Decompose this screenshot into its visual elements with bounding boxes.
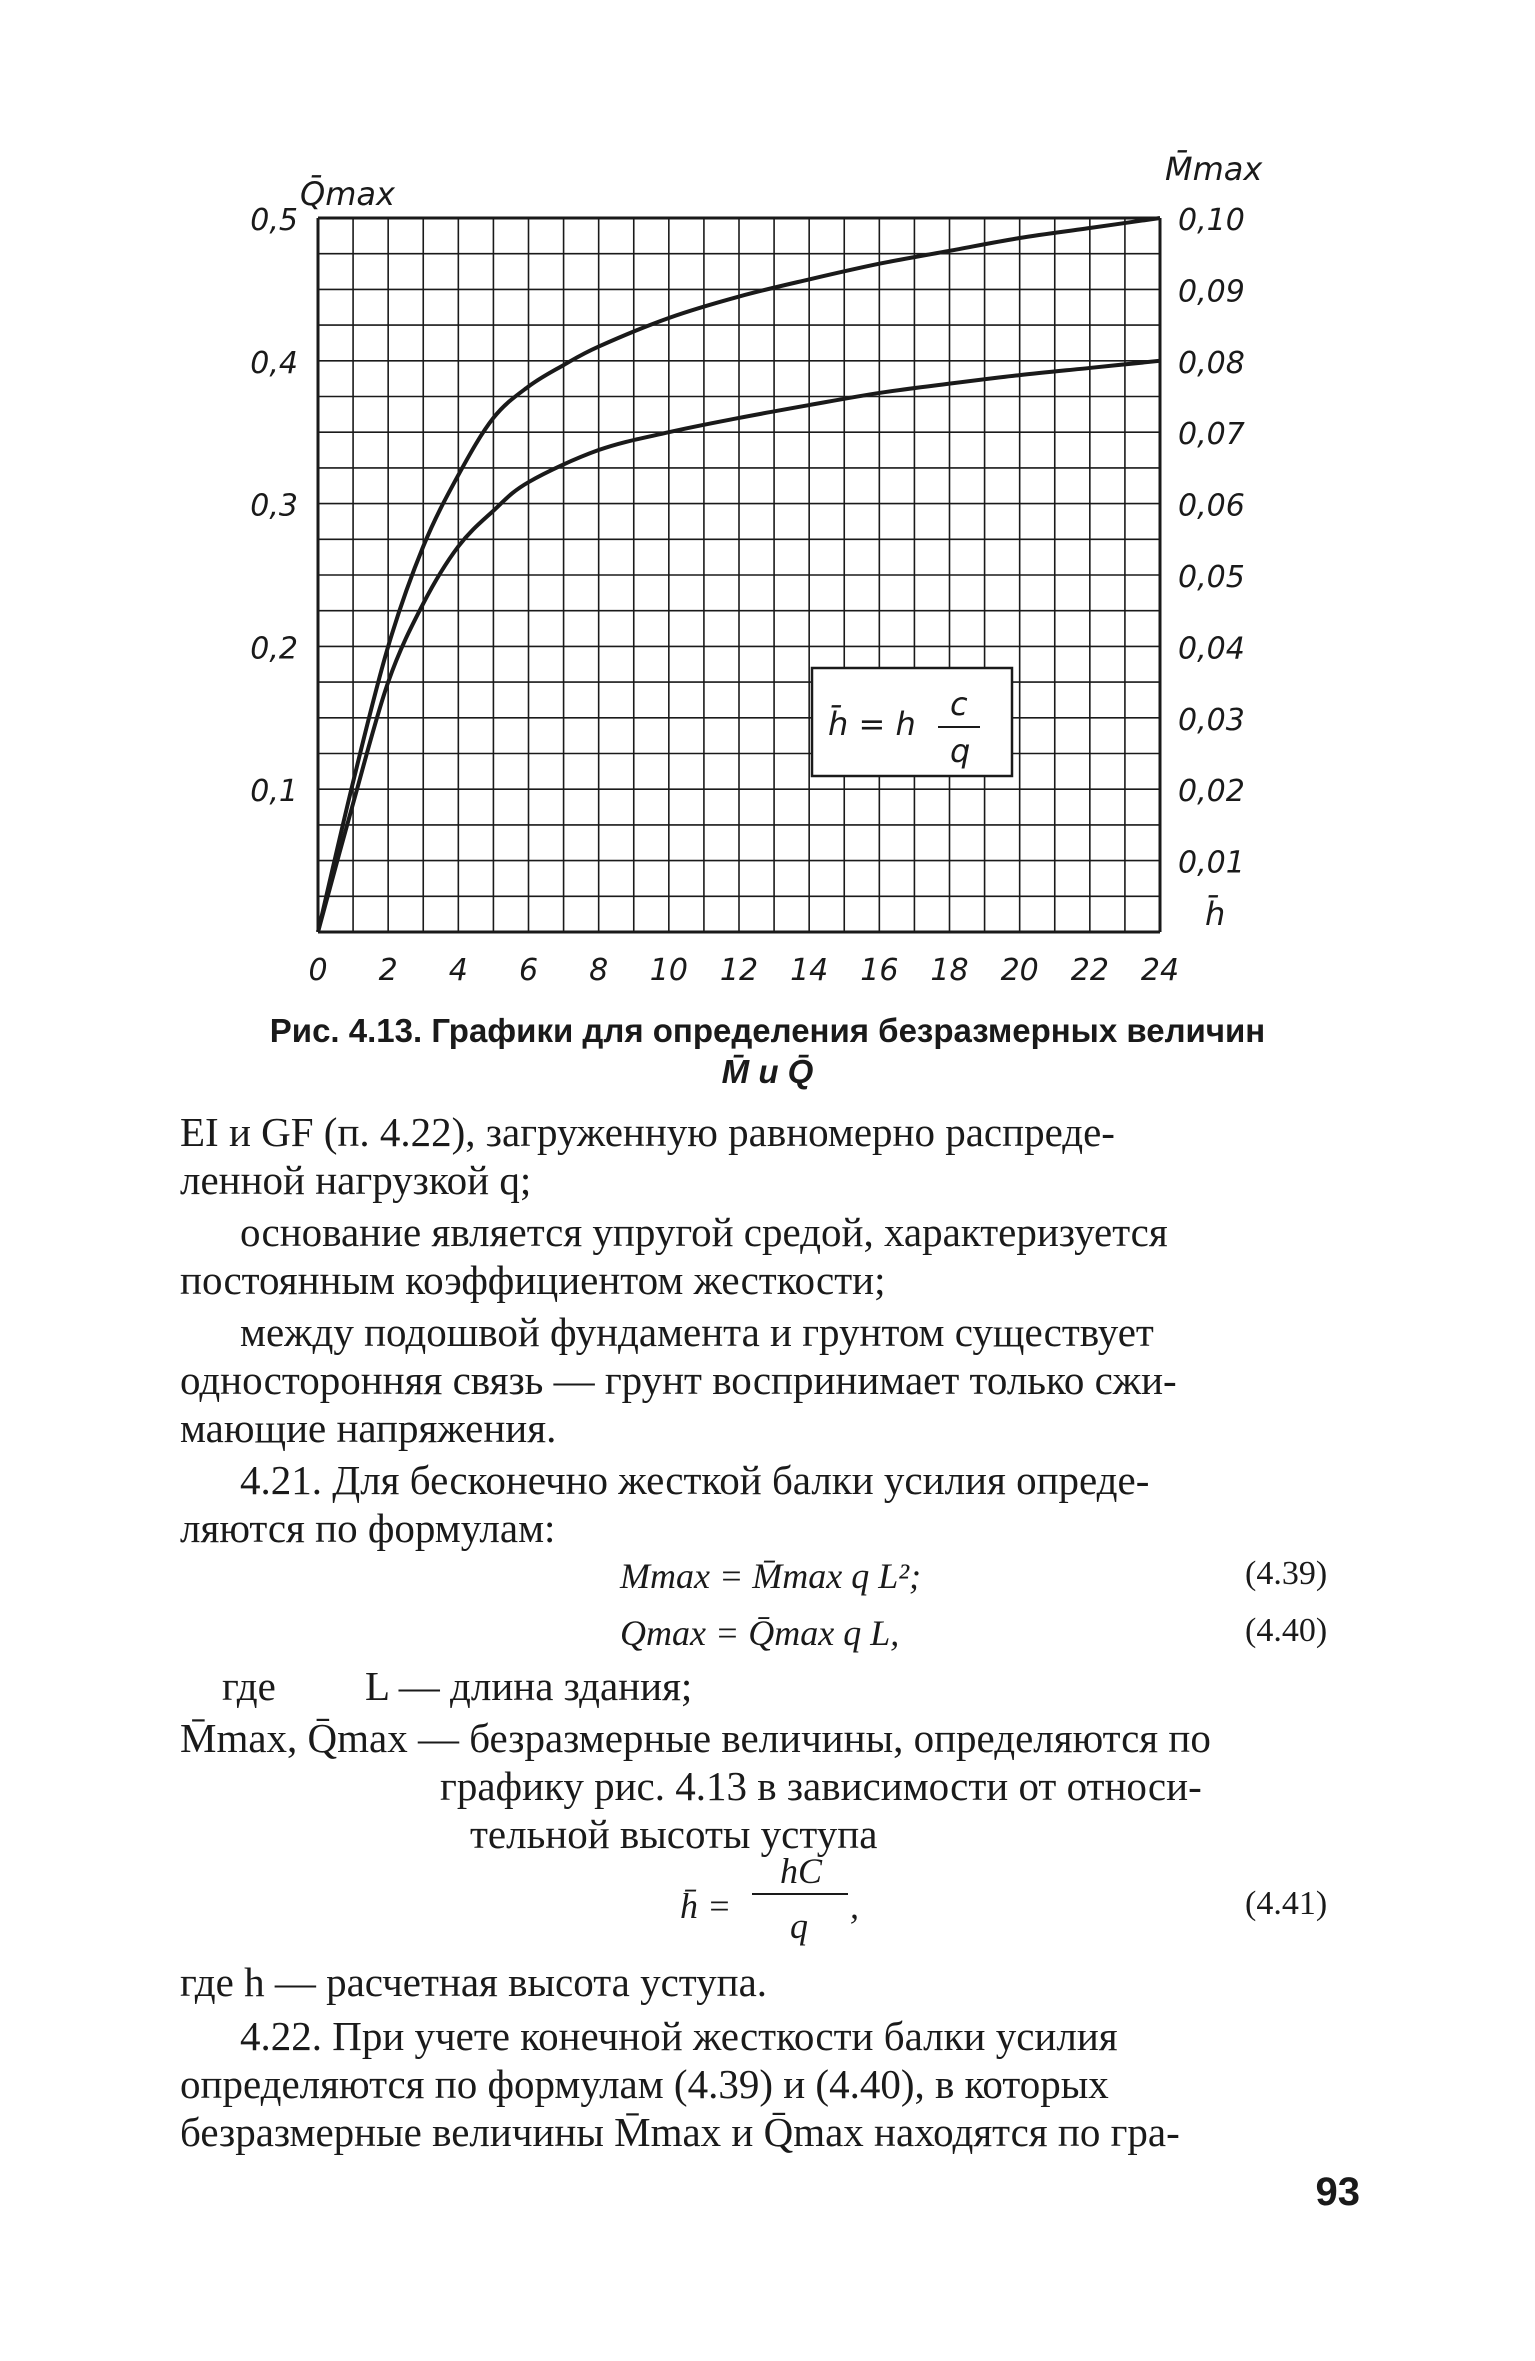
x-tick-label: 24: [1140, 953, 1180, 988]
inset-formula-den: q: [950, 732, 971, 770]
right-tick-label: 0,04: [1178, 631, 1245, 667]
x-tick-label: 0: [308, 953, 328, 988]
x-tick-label: 14: [790, 953, 829, 988]
where2-line1: M̄max, Q̄max — безразмерные величины, определяются по: [180, 1715, 1211, 1761]
left-tick-label: 0,1: [250, 774, 298, 810]
p1-line1: EI и GF (п. 4.22), загруженную равномерно распреде-: [180, 1109, 1115, 1155]
right-axis-tick-labels: [1178, 203, 1245, 881]
x-tick-label: 6: [518, 953, 539, 988]
figure-caption-2: M̄ и Q̄: [721, 1053, 814, 1090]
x-tick-label: 4: [448, 953, 468, 988]
where3: где h — расчетная высота уступа.: [180, 1959, 768, 2005]
formula-4-41-lhs: h̄ =: [680, 1886, 732, 1926]
x-tick-label: 16: [860, 953, 899, 988]
inset-formula-num: c: [950, 685, 968, 723]
inset-formula-lhs: h̄ = h: [828, 705, 916, 743]
x-axis-title: h̄: [1205, 895, 1226, 933]
p5-line3: безразмерные величины M̄max и Q̄max находятся по гра-: [180, 2109, 1180, 2155]
p1-line2: ленной нагрузкой q;: [180, 1157, 532, 1203]
p5-line2: определяются по формулам (4.39) и (4.40), в которых: [180, 2061, 1109, 2107]
where1-label: где: [222, 1663, 276, 1709]
p4-line2: ляются по формулам:: [180, 1505, 556, 1551]
eqno-4-39: (4.39): [1245, 1555, 1328, 1592]
x-tick-labels: [308, 953, 1179, 988]
right-tick-label: 0,05: [1178, 560, 1245, 595]
p2-line2: постоянным коэффициентом жесткости;: [180, 1257, 886, 1303]
right-axis-title: M̄max: [1165, 150, 1263, 188]
where2-line3: тельной высоты уступа: [470, 1811, 878, 1857]
p4-line1: 4.21. Для бесконечно жесткой балки усилия опреде-: [240, 1457, 1150, 1503]
left-tick-label: 0,3: [250, 488, 298, 524]
formula-4-41-num: hC: [780, 1851, 823, 1891]
p3-line3: мающие напряжения.: [180, 1405, 557, 1451]
chart-grid: [318, 218, 1160, 932]
left-tick-label: 0,4: [250, 345, 298, 381]
right-tick-label: 0,09: [1178, 274, 1245, 310]
right-tick-label: 0,07: [1178, 417, 1245, 453]
right-tick-label: 0,08: [1178, 345, 1245, 381]
left-tick-label: 0,2: [250, 631, 298, 667]
formula-4-41-den: q: [790, 1906, 808, 1946]
x-tick-label: 22: [1070, 953, 1109, 988]
p3-line2: односторонняя связь — грунт воспринимает только сжи-: [180, 1357, 1177, 1403]
formula-4-40: Qmax = Q̄max q L,: [620, 1613, 900, 1653]
formula-4-41-comma: ,: [850, 1886, 859, 1926]
formula-4-41-bar: [752, 1893, 848, 1895]
where2-line2: графику рис. 4.13 в зависимости от относи-: [440, 1763, 1202, 1809]
eqno-4-40: (4.40): [1245, 1612, 1328, 1649]
x-tick-label: 8: [589, 953, 609, 988]
p2-line1: основание является упругой средой, характеризуется: [240, 1209, 1168, 1255]
p5-line1: 4.22. При учете конечной жесткости балки усилия: [240, 2013, 1118, 2059]
formula-4-39: Mmax = M̄max q L²;: [620, 1556, 922, 1596]
figure-caption: Рис. 4.13. Графики для определения безразмерных величин: [269, 1012, 1266, 1049]
where1-text: L — длина здания;: [365, 1663, 693, 1709]
right-tick-label: 0,01: [1178, 845, 1245, 881]
right-tick-label: 0,03: [1178, 702, 1245, 738]
right-tick-label: 0,06: [1178, 488, 1245, 524]
right-tick-label: 0,02: [1178, 774, 1245, 810]
right-tick-label: 0,10: [1178, 203, 1245, 238]
x-tick-label: 10: [649, 953, 688, 988]
left-axis-tick-labels: [250, 203, 298, 809]
x-tick-label: 12: [719, 953, 759, 988]
eqno-4-41: (4.41): [1245, 1885, 1328, 1922]
left-axis-title: Q̄max: [300, 175, 395, 213]
x-tick-label: 20: [1000, 953, 1039, 988]
x-tick-label: 2: [378, 953, 398, 988]
x-tick-label: 18: [930, 953, 969, 988]
chart: [0, 0, 1535, 1000]
p3-line1: между подошвой фундамента и грунтом существует: [240, 1309, 1154, 1355]
page-number: 93: [1315, 2170, 1360, 2214]
left-tick-label: 0,5: [250, 203, 298, 238]
